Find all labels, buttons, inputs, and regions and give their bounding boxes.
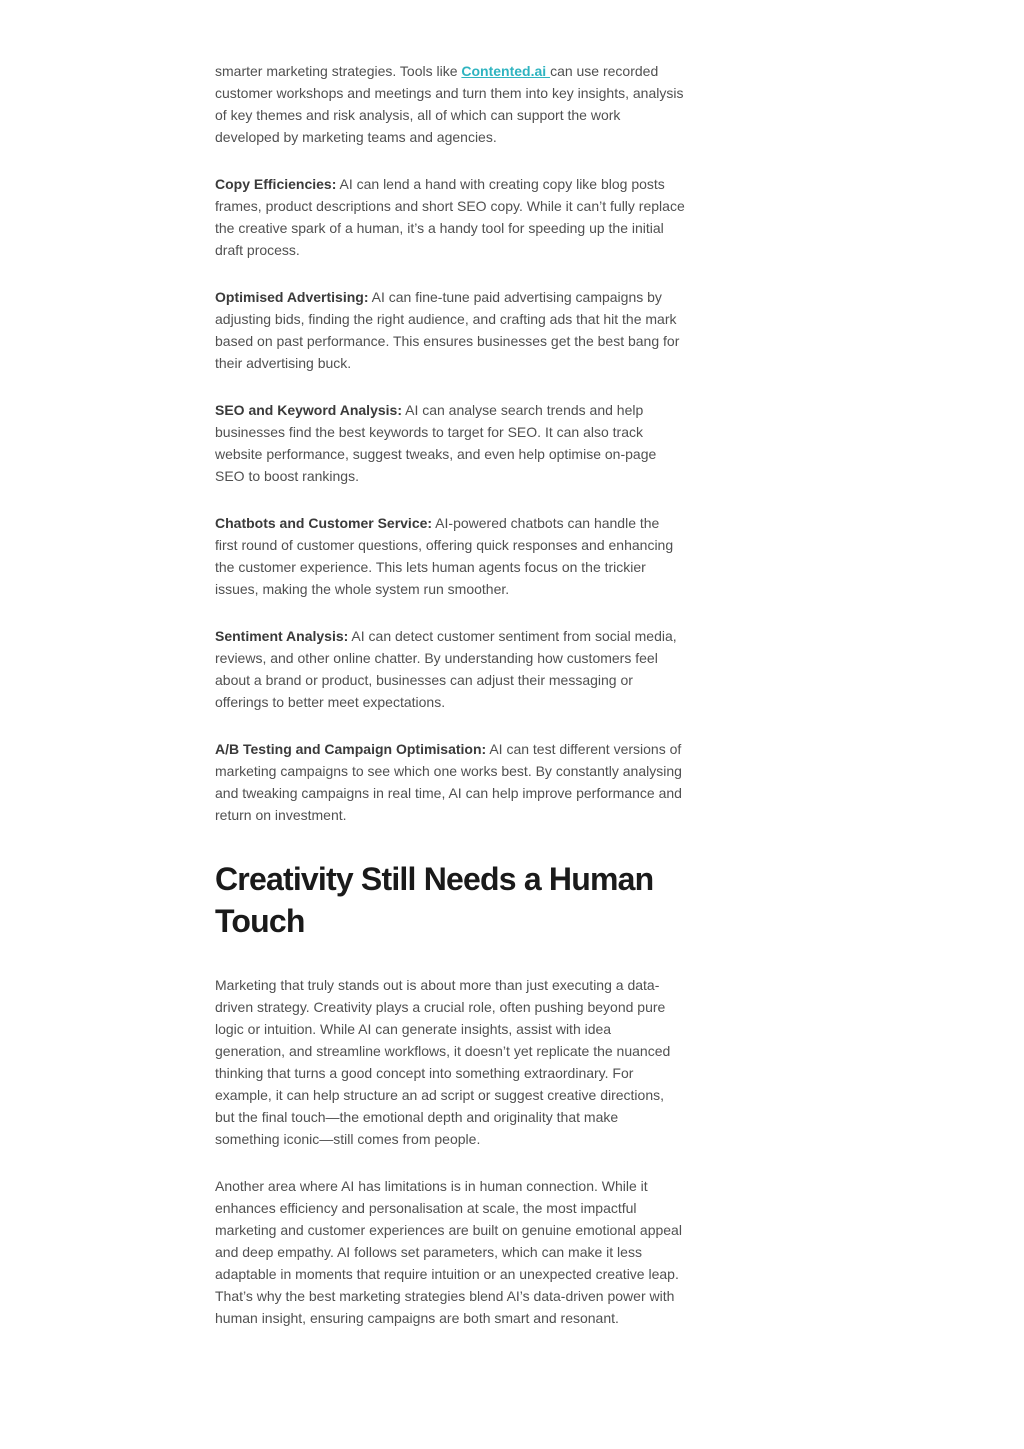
item-body: AI can fine-tune paid advertising campaigns by adjusting bids, finding the right audience, and crafting ads that hit the mark based on past performance. This ensures businesses get the best bang for their advertising buck. — [215, 289, 680, 371]
list-item — [215, 286, 685, 374]
item-title: Sentiment Analysis: — [215, 628, 349, 644]
section-paragraph: Another area where AI has limitations is in human connection. While it enhances efficiency and personalisation at scale, the most impactful marketing and customer experiences are built on genuine emotional appeal and deep empathy. AI follows set parameters, which can make it less adaptable in moments that require intuition or an unexpected creative leap. That’s why the best marketing strategies blend AI’s data-driven power with human insight, ensuring campaigns are both smart and resonant. — [215, 1178, 682, 1326]
item-title: SEO and Keyword Analysis: — [215, 402, 402, 418]
list-item — [215, 738, 685, 826]
section-paragraph: Marketing that truly stands out is about more than just executing a data-driven strategy. Creativity plays a crucial role, often pushing beyond pure logic or intuition. While AI can generate insights, assist with idea generation, and streamline workflows, it doesn’t yet replicate the nuanced thinking that turns a good concept into something extraordinary. For example, it can help structure an ad script or suggest creative directions, but the final touch—the emotional depth and originality that make something iconic—still comes from people. — [215, 977, 671, 1147]
item-title: Chatbots and Customer Service: — [215, 515, 433, 531]
item-body: AI-powered chatbots can handle the first round of customer questions, offering quick responses and enhancing the customer experience. This lets human agents focus on the trickier issues, making the whole system run smoother. — [215, 515, 674, 597]
item-title: Optimised Advertising: — [215, 289, 369, 305]
intro-paragraph — [215, 60, 685, 148]
item-body: AI can test different versions of marketing campaigns to see which one works best. By constantly analysing and tweaking campaigns in real time, AI can help improve performance and return on investment. — [215, 741, 682, 823]
item-body: AI can detect customer sentiment from social media, reviews, and other online chatter. By understanding how customers feel about a brand or product, businesses can adjust their messaging or offerings to better meet expectations. — [215, 628, 677, 710]
item-title: A/B Testing and Campaign Optimisation: — [215, 741, 487, 757]
item-body: AI can analyse search trends and help businesses find the best keywords to target for SEO. It can also track website performance, suggest tweaks, and even help optimise on-page SEO to boost rankings. — [215, 402, 657, 484]
intro-text-after-link: can use recorded customer workshops and meetings and turn them into key insights, analysis of key themes and risk analysis, all of which can support the work developed by marketing teams and agencies. — [215, 63, 684, 145]
article-body — [215, 60, 685, 1354]
list-item — [215, 512, 685, 600]
item-body: AI can lend a hand with creating copy like blog posts frames, product descriptions and short SEO copy. While it can’t fully replace the creative spark of a human, it’s a handy tool for speeding up the initial draft process. — [215, 176, 685, 258]
list-item — [215, 399, 685, 487]
contented-ai-link[interactable]: Contented.ai — [461, 63, 551, 79]
intro-text-before-link: smarter marketing strategies. Tools like — [215, 63, 462, 79]
list-item — [215, 173, 685, 261]
section-heading: Creativity Still Needs a Human Touch — [215, 861, 654, 939]
item-title: Copy Efficiencies: — [215, 176, 337, 192]
list-item — [215, 625, 685, 713]
